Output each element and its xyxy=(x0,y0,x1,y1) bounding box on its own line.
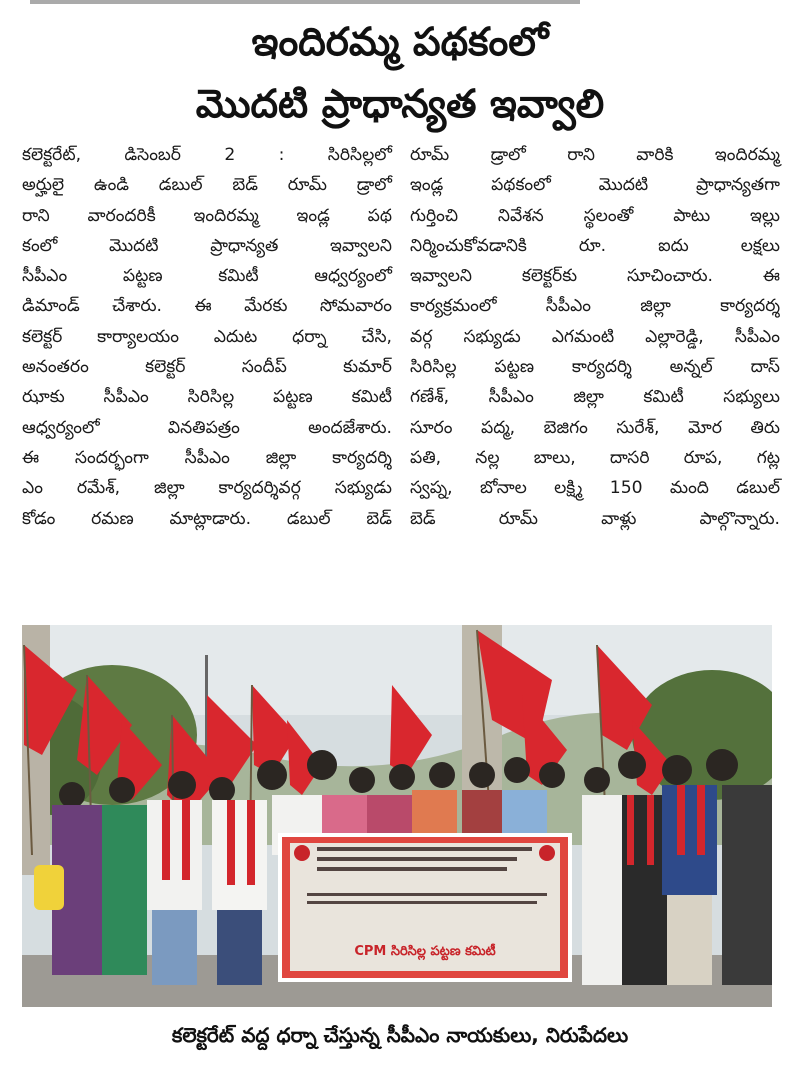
article-line: సూరం పద్మ, బెజిగం సురేశ్, మోర తిరు xyxy=(410,417,780,438)
news-photo xyxy=(22,625,772,1007)
article-line: బెడ్ రూమ్ వాళ్లు పాల్గొన్నారు. xyxy=(410,508,780,529)
article-line: కార్యక్రమంలో సీపీఎం జిల్లా కార్యదర్శ xyxy=(410,296,780,317)
headline-line-2: మొదటి ప్రాధాన్యత ఇవ్వాలి xyxy=(195,82,605,127)
article-line: రూమ్ డ్రాలో రాని వారికి ఇందిరమ్మ xyxy=(410,145,780,165)
article-line: పతి, నల్ల బాలు, దాసరి రూప, గట్ల xyxy=(410,447,780,468)
article-line: కలెక్టరేట్, డిసెంబర్ 2 : సిరిసిల్లలో xyxy=(22,145,392,165)
article-line: సిరిసిల్ల పట్టణ కార్యదర్శి అన్నల్ దాస్ xyxy=(410,357,780,378)
cut-previous-article xyxy=(0,0,800,8)
article-line: గణేశ్, సీపీఎం జిల్లా కమిటీ సభ్యులు xyxy=(410,387,780,408)
article-line: ఆధ్వర్యంలో వినతిపత్రం అందజేశారు. xyxy=(22,417,392,438)
article-line: సీపీఎం పట్టణ కమిటీ ఆధ్వర్యంలో xyxy=(22,266,392,287)
article-line: గుర్తించి నివేశన స్థలంతో పాటు ఇల్లు xyxy=(410,205,780,226)
article-line: ఝాకు సీపీఎం సిరిసిల్ల పట్టణ కమిటీ xyxy=(22,387,392,408)
article-line: అనంతరం కలెక్టర్ సందీప్ కుమార్ xyxy=(22,357,392,378)
article-line: ఈ సందర్భంగా సీపీఎం జిల్లా కార్యదర్శి xyxy=(22,447,392,468)
article-line: కంలో మొదటి ప్రాధాన్యత ఇవ్వాలని xyxy=(22,235,392,256)
article-line: కలెక్టర్ కార్యాలయం ఎదుట ధర్నా చేసి, xyxy=(22,326,392,347)
article-column-left xyxy=(22,140,392,610)
banner-footer-text: CPM సిరిసిల్ల పట్టణ కమిటీ xyxy=(354,944,496,959)
article-column-right xyxy=(410,140,780,610)
article-paragraph-right xyxy=(410,140,780,534)
headline xyxy=(0,12,800,136)
protest-banner xyxy=(280,835,570,980)
article-line: ఎం రమేశ్, జిల్లా కార్యదర్శివర్గ సభ్యుడు xyxy=(22,478,392,499)
article-paragraph-left xyxy=(22,140,392,534)
article-line: స్వప్న, బోనాల లక్ష్మి 150 మంది డబుల్ xyxy=(410,478,780,499)
article-line: కోడం రమణ మాట్లాడారు. డబుల్ బెడ్ xyxy=(22,508,392,529)
headline-line-1: ఇందిరమ్మ పథకంలో xyxy=(251,20,549,65)
article-line: నిర్మించుకోవడానికి రూ. ఐదు లక్షలు xyxy=(410,235,780,256)
article-line: వర్గ సభ్యుడు ఎగమంటి ఎల్లారెడ్డి, సీపీఎం xyxy=(410,326,780,347)
article-line: ఇండ్ల పథకంలో మొదటి ప్రాధాన్యతగా xyxy=(410,175,780,196)
article-line: అర్హులై ఉండి డబుల్ బెడ్ రూమ్ డ్రాలో xyxy=(22,175,392,196)
article-line: రాని వారందరికీ ఇందిరమ్మ ఇండ్ల పథ xyxy=(22,205,392,226)
article-line: డిమాండ్ చేశారు. ఈ మేరకు సోమవారం xyxy=(22,296,392,317)
article-body xyxy=(22,140,780,610)
protest-photo-illustration xyxy=(22,625,772,1007)
photo-caption: కలెక్టరేట్ వద్ద ధర్నా చేస్తున్న సీపీఎం నాయకులు, నిరుపేదలు xyxy=(171,1023,629,1047)
article-line: ఇవ్వాలని కలెక్టర్‌కు సూచించారు. ఈ xyxy=(410,266,780,287)
